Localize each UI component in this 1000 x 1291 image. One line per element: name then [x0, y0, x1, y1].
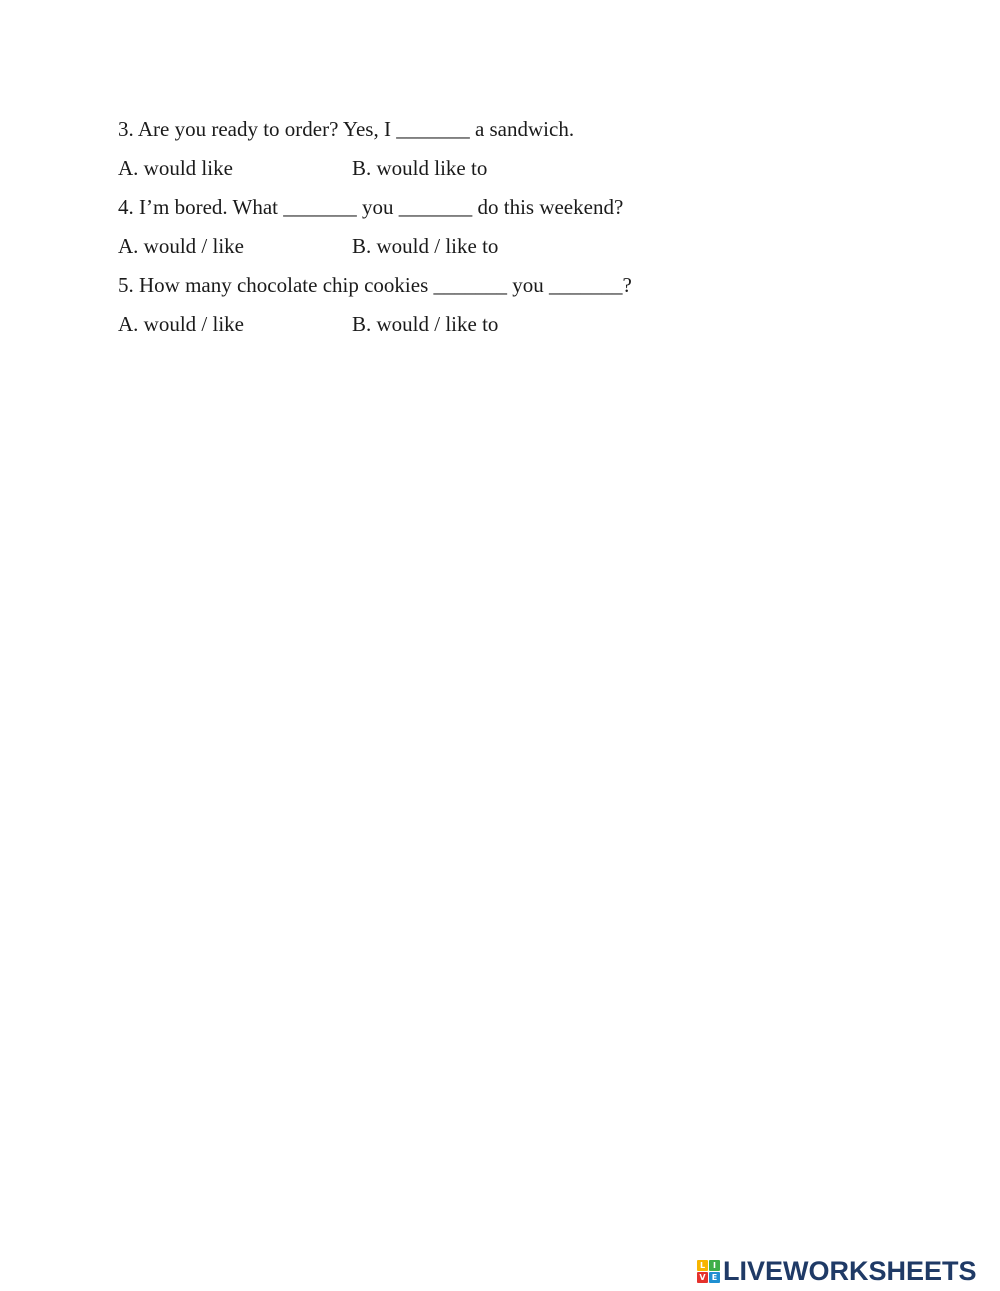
question-4-text: 4. I’m bored. What _______ you _______ do this weekend?	[118, 195, 624, 219]
logo-tile-l: L	[697, 1260, 708, 1271]
question-4-options	[118, 233, 878, 259]
question-3-options	[118, 155, 878, 181]
logo-wordmark: LIVEWORKSHEETS	[723, 1256, 977, 1286]
question-4-option-b: B. would / like to	[352, 234, 499, 258]
question-5-options	[118, 311, 878, 337]
logo-tile-v: V	[697, 1272, 708, 1283]
question-3-text: 3. Are you ready to order? Yes, I _______ a sandwich.	[118, 117, 575, 141]
worksheet	[118, 116, 878, 350]
logo-tile-e: E	[709, 1272, 720, 1283]
question-5-option-a: A. would / like	[118, 312, 244, 336]
question-4-option-a: A. would / like	[118, 234, 244, 258]
question-5-text: 5. How many chocolate chip cookies _______ you _______?	[118, 273, 632, 297]
question-3-option-b: B. would like to	[352, 156, 488, 180]
question-5-option-b: B. would / like to	[352, 312, 499, 336]
logo-tiles-icon	[697, 1260, 720, 1283]
question-3-option-a: A. would like	[118, 156, 233, 180]
logo-tile-i: I	[709, 1260, 720, 1271]
liveworksheets-logo	[697, 1257, 977, 1285]
